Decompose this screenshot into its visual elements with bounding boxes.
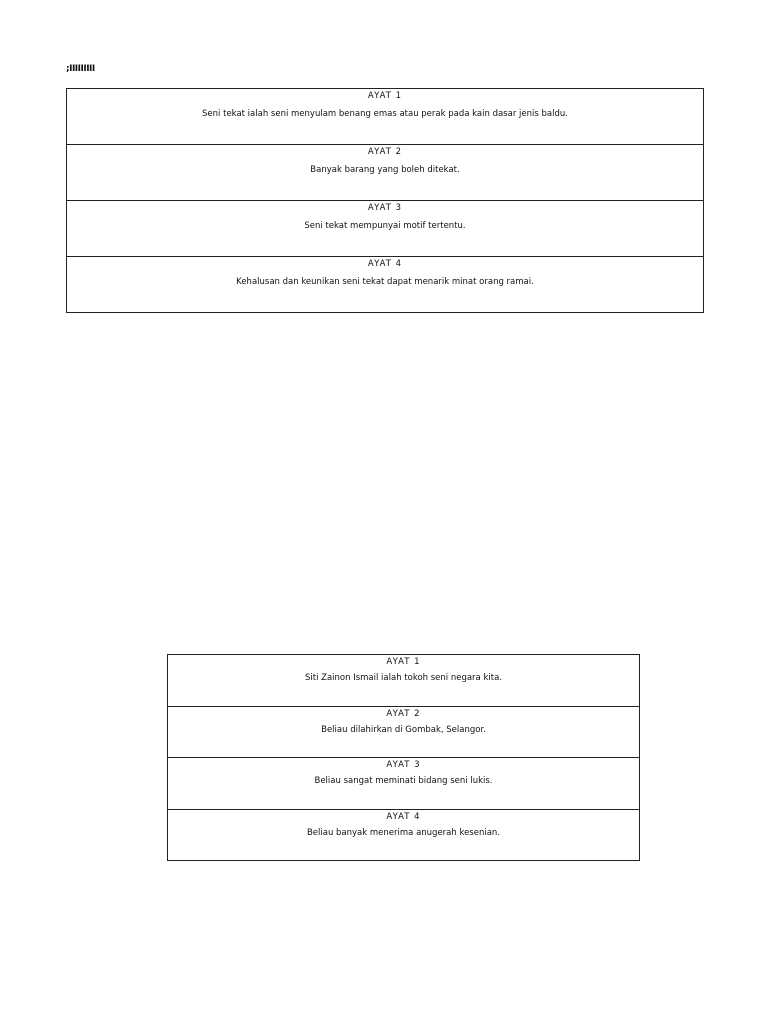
row-heading: AYAT 4 xyxy=(386,811,421,822)
sentence-table-1 xyxy=(66,88,704,313)
row-heading: AYAT 1 xyxy=(386,657,421,667)
row-heading: AYAT 3 xyxy=(386,760,421,770)
row-heading: AYAT 3 xyxy=(367,203,403,213)
table-row xyxy=(67,145,703,201)
row-sentence: Seni tekat mempunyai motif tertentu. xyxy=(304,221,466,231)
table-row xyxy=(67,89,703,145)
table-row xyxy=(67,201,703,257)
sentence-table-2 xyxy=(167,654,640,861)
row-sentence: Beliau banyak menerima anugerah kesenian. xyxy=(306,827,501,838)
row-heading: AYAT 2 xyxy=(367,147,403,157)
table-row xyxy=(168,810,639,861)
row-sentence: Siti Zainon Ismail ialah tokoh seni negara kita. xyxy=(304,673,502,683)
table-row xyxy=(67,257,703,312)
header-mark: ;IIIIIIIII xyxy=(66,64,95,74)
table-row xyxy=(168,758,639,810)
row-heading: AYAT 4 xyxy=(367,259,403,269)
row-sentence: Beliau dilahirkan di Gombak, Selangor. xyxy=(321,724,486,735)
table-row xyxy=(168,707,639,759)
table-row xyxy=(168,655,639,707)
row-sentence: Kehalusan dan keunikan seni tekat dapat menarik minat orang ramai. xyxy=(236,277,534,287)
row-sentence: Seni tekat ialah seni menyulam benang emas atau perak pada kain dasar jenis baldu. xyxy=(202,109,568,119)
row-heading: AYAT 2 xyxy=(386,708,421,719)
row-sentence: Beliau sangat meminati bidang seni lukis. xyxy=(314,776,493,786)
row-heading: AYAT 1 xyxy=(367,91,403,101)
row-sentence: Banyak barang yang boleh ditekat. xyxy=(310,165,460,175)
